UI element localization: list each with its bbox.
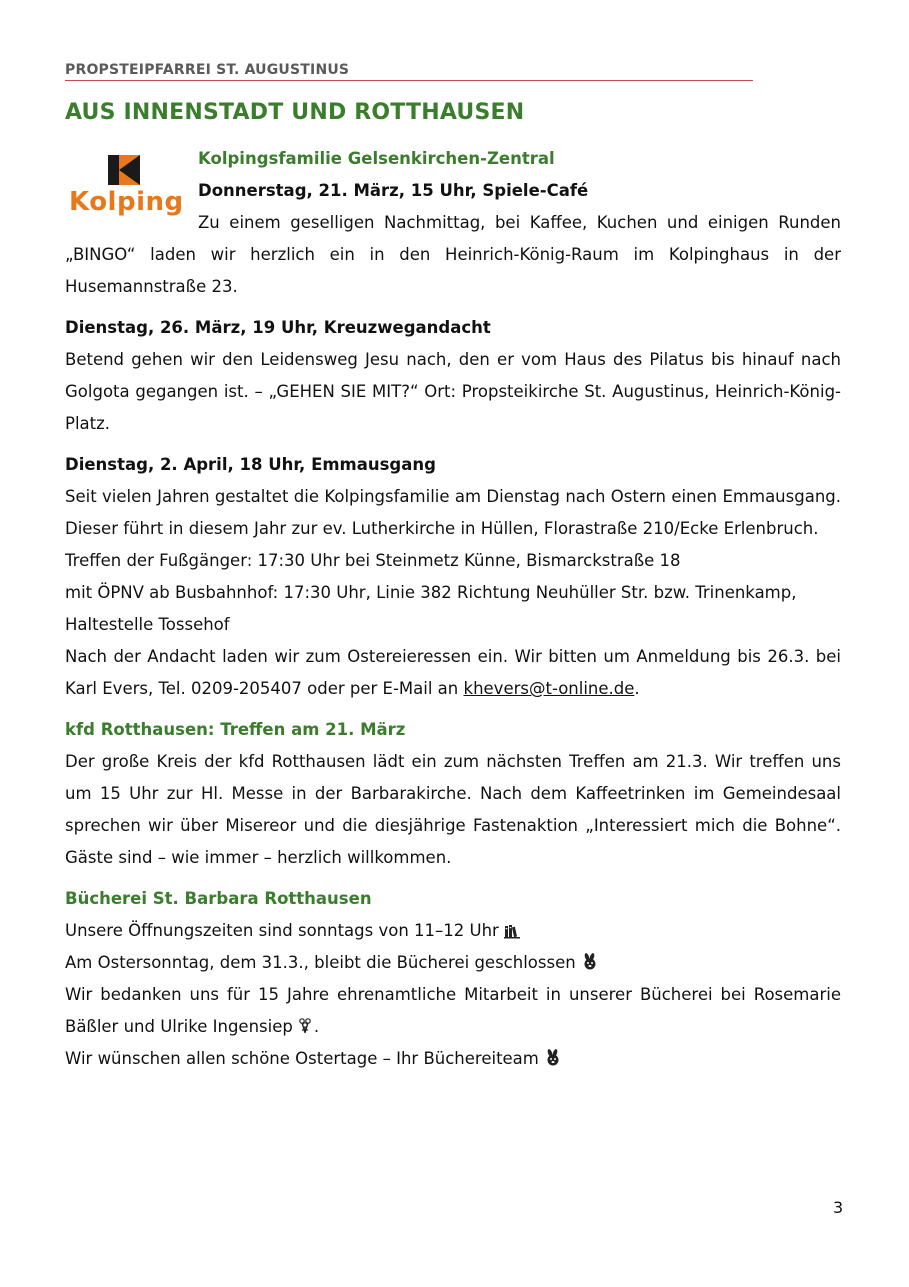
kolping-event3-transit: mit ÖPNV ab Busbahnhof: 17:30 Uhr, Linie 382 Richtung Neuhüller Str. bzw. Trinenkamp, Haltestelle Tossehof [65,583,797,634]
library-thanks-end: . [313,1017,320,1036]
kolping-heading: Kolpingsfamilie Gelsenkirchen-Zentral [198,149,555,168]
running-head: PROPSTEIPFARREI ST. AUGUSTINUS [65,62,753,81]
library-closed [65,947,841,979]
kfd-text: Der große Kreis der kfd Rotthausen lädt ein zum nächsten Treffen am 21.3. Wir treffen uns um 15 Uhr zur Hl. Messe in der Barbarakirche. Nach dem Kaffeetrinken im Gemeindesaal sprechen wir über Misereor und die diesjährige Fastenaktion „Interessiert mich die Bohne“. Gäste sind – wie immer – herzlich willkommen. [65,752,841,867]
registration-end: . [634,679,640,698]
kolping-event1-title: Donnerstag, 21. März, 15 Uhr, Spiele-Café [198,181,589,200]
library-thanks [65,979,841,1043]
library-hours [65,915,841,947]
section-title: AUS INNENSTADT UND ROTTHAUSEN [65,100,525,125]
kfd-heading: kfd Rotthausen: Treffen am 21. März [65,720,406,739]
kolping-event3-title: Dienstag, 2. April, 18 Uhr, Emmausgang [65,455,436,474]
page-number: 3 [833,1198,844,1217]
kolping-event3-registration [65,641,841,705]
books-icon [504,923,520,939]
kolping-logo [65,155,183,229]
library-closed-text: Am Ostersonntag, dem 31.3., bleibt die Bücherei geschlossen [65,953,576,972]
flowers-icon [297,1017,313,1035]
kolping-section [65,143,841,303]
library-heading: Bücherei St. Barbara Rotthausen [65,889,372,908]
registration-text: Nach der Andacht laden wir zum Ostereieressen ein. Wir bitten um Anmeldung bis 26.3. bei Karl Evers, Tel. 0209-205407 oder per E-Mail an [65,647,841,698]
kolping-event3-walkers: Treffen der Fußgänger: 17:30 Uhr bei Steinmetz Künne, Bismarckstraße 18 [65,551,681,570]
bunny-icon [581,953,599,971]
kolping-event1-text: Zu einem geselligen Nachmittag, bei Kaffee, Kuchen und einigen Runden „BINGO“ laden wir herzlich ein in den Heinrich-König-Raum im Kolpinghaus in der Husemannstraße 23. [65,213,841,296]
email-link[interactable]: khevers@t-online.de [463,679,635,698]
kolping-event2-title: Dienstag, 26. März, 19 Uhr, Kreuzwegandacht [65,318,491,337]
content [65,143,841,1075]
library-thanks-text: Wir bedanken uns für 15 Jahre ehrenamtliche Mitarbeit in unserer Bücherei bei Rosemarie Bäßler und Ulrike Ingensiep [65,985,841,1036]
library-hours-text: Unsere Öffnungszeiten sind sonntags von 11–12 Uhr [65,921,499,940]
kolping-k-icon [108,155,140,185]
library-greeting [65,1043,841,1075]
library-greeting-text: Wir wünschen allen schöne Ostertage – Ihr Büchereiteam [65,1049,539,1068]
bunny-icon [544,1049,562,1067]
kolping-event3-text: Seit vielen Jahren gestaltet die Kolpingsfamilie am Dienstag nach Ostern einen Emmausgang. Dieser führt in diesem Jahr zur ev. Lutherkirche in Hüllen, Florastraße 210/Ecke Erlenbruch. [65,487,841,538]
kolping-logo-text: Kolping [69,187,184,217]
kolping-event2-text: Betend gehen wir den Leidensweg Jesu nach, den er vom Haus des Pilatus bis hinauf nach Golgota gegangen ist. – „GEHEN SIE MIT?“ Ort: Propsteikirche St. Augustinus, Heinrich-König-Platz. [65,350,841,433]
